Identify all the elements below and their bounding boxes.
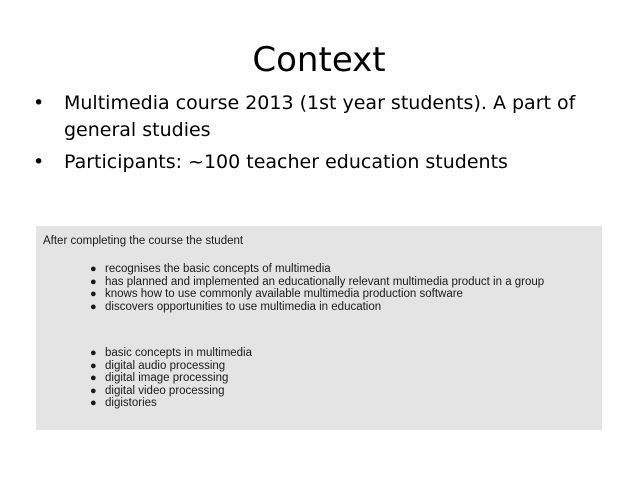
bullet-icon: ● <box>90 347 97 359</box>
list-item <box>90 276 544 289</box>
excerpt-heading: After completing the course the student <box>43 235 244 247</box>
bullet-text: Participants: ~100 teacher education students <box>64 151 508 173</box>
bullet-icon: • <box>33 92 45 114</box>
course-contents-list <box>90 347 252 410</box>
list-item <box>90 360 252 373</box>
list-item <box>90 301 544 314</box>
list-item <box>90 263 544 276</box>
list-item-text: digital audio processing <box>105 359 226 372</box>
list-item <box>90 347 252 360</box>
bullet-icon: ● <box>90 397 97 410</box>
list-item-text: knows how to use commonly available multimedia production software <box>105 288 463 301</box>
list-item-text: basic concepts in multimedia <box>105 347 253 359</box>
list-item-text: has planned and implemented an educationally relevant multimedia product in a group <box>105 275 545 288</box>
list-item <box>90 385 252 398</box>
bullet-icon: • <box>33 151 45 173</box>
bullet-icon: ● <box>90 359 97 372</box>
list-item-text: discovers opportunities to use multimedia in education <box>105 300 382 313</box>
slide-title: Context <box>252 40 386 80</box>
bullet-icon: ● <box>90 372 97 385</box>
list-item-text: digital image processing <box>105 372 229 385</box>
bullet-item <box>33 149 613 176</box>
list-item <box>90 372 252 385</box>
bullet-list <box>33 90 613 181</box>
list-item-text: recognises the basic concepts of multimedia <box>105 263 331 275</box>
bullet-icon: ● <box>90 384 97 397</box>
bullet-text: Multimedia course 2013 (1st year students). A part of general studies <box>64 92 576 141</box>
learning-outcomes-list <box>90 263 544 313</box>
bullet-icon: ● <box>90 300 97 313</box>
list-item <box>90 288 544 301</box>
list-item-text: digistories <box>105 397 157 410</box>
list-item <box>90 397 252 410</box>
bullet-item <box>33 90 613 144</box>
bullet-icon: ● <box>90 275 97 288</box>
list-item-text: digital video processing <box>105 384 225 397</box>
bullet-icon: ● <box>90 288 97 301</box>
course-description-image <box>36 226 602 430</box>
bullet-icon: ● <box>90 263 97 275</box>
